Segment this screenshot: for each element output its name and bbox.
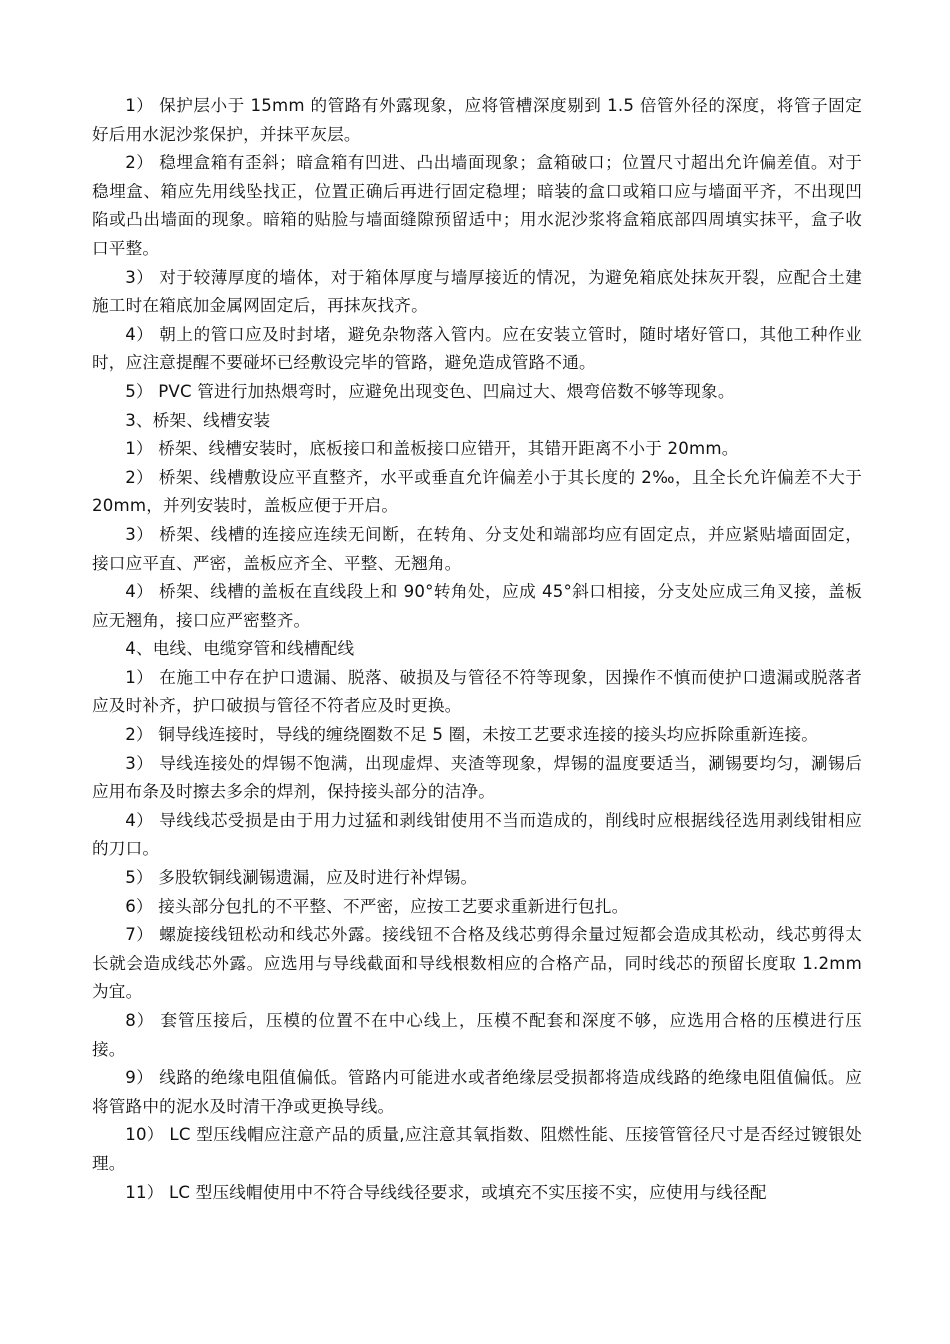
paragraph-protective-layer: 1） 保护层小于 15mm 的管路有外露现象，应将管槽深度剔到 1.5 倍管外径的深度，将管子固定好后用水泥沙浆保护，并抹平灰层。 — [92, 96, 862, 144]
paragraph-crimping: 8） 套管压接后，压模的位置不在中心线上，压模不配套和深度不够，应选用合格的压模进行压接。 — [92, 1011, 862, 1059]
paragraph-wrapping: 6） 接头部分包扎的不平整、不严密，应按工艺要求重新进行包扎。 — [125, 896, 629, 916]
paragraph-box-installation: 2） 稳埋盒箱有歪斜；暗盒箱有凹进、凸出墙面现象；盒箱破口；位置尺寸超出允许偏差值。对于稳埋盒、箱应先用线坠找正，位置正确后再进行固定稳埋；暗装的盒口或箱口应与墙面平齐，不出现凹陷或凸出墙面的现象。暗箱的贴脸与墙面缝隙预留适中；用水泥沙浆将盒箱底部四周填实抹平，盒子收口平整。 — [92, 153, 862, 258]
paragraph-lc-cap-usage: 11） LC 型压线帽使用中不符合导线线径要求，或填充不实压接不实，应使用与线径配 — [125, 1182, 767, 1202]
section-heading-tray-installation: 3、桥架、线槽安装 — [125, 410, 271, 430]
paragraph-tinning-omission: 5） 多股软铜线涮锡遗漏，应及时进行补焊锡。 — [125, 868, 478, 888]
paragraph-copper-connection: 2） 铜导线连接时，导线的缠绕圈数不足 5 圈，未按工艺要求连接的接头均应拆除重新连接。 — [125, 725, 819, 745]
paragraph-pvc-bending: 5） PVC 管进行加热煨弯时，应避免出现变色、凹扁过大、煨弯倍数不够等现象。 — [125, 381, 735, 401]
paragraph-pipe-opening: 4） 朝上的管口应及时封堵，避免杂物落入管内。应在安装立管时，随时堵好管口，其他工种作业时，应注意提醒不要碰坏已经敷设完毕的管路，避免造成管路不通。 — [92, 324, 862, 373]
paragraph-soldering: 3） 导线连接处的焊锡不饱满，出现虚焊、夹渣等现象，焊锡的温度要适当，涮锡要均匀，涮锡后应用布条及时擦去多余的焊剂，保持接头部分的洁净。 — [92, 753, 862, 802]
paragraph-lc-cap-quality: 10） LC 型压线帽应注意产品的质量,应注意其氧指数、阻燃性能、压接管管径尺寸是否经过镀银处理。 — [92, 1125, 862, 1173]
document-body — [92, 92, 862, 1207]
paragraph-wire-nut: 7） 螺旋接线钮松动和线芯外露。接线钮不合格及线芯剪得余量过短都会造成其松动，线芯剪得太长就会造成线芯外露。应选用与导线截面和导线根数相应的合格产品，同时线芯的预留长度取 1.2mm 为宜。 — [92, 925, 862, 1002]
paragraph-tray-alignment: 2） 桥架、线槽敷设应平直整齐，水平或垂直允许偏差小于其长度的 2‰，且全长允许偏差不大于 20mm，并列安装时，盖板应便于开启。 — [92, 467, 862, 516]
paragraph-tray-connection: 3） 桥架、线槽的连接应连续无间断，在转角、分支处和端部均应有固定点，并应紧贴墙面固定，接口应平直、严密，盖板应齐全、平整、无翘角。 — [92, 524, 862, 573]
paragraph-thin-wall: 3） 对于较薄厚度的墙体，对于箱体厚度与墙厚接近的情况，为避免箱底处抹灰开裂，应配合土建施工时在箱底加金属网固定后，再抹灰找齐。 — [92, 267, 862, 316]
section-heading-cable-wiring: 4、电线、电缆穿管和线槽配线 — [125, 639, 355, 659]
paragraph-tray-joint: 1） 桥架、线槽安装时，底板接口和盖板接口应错开，其错开距离不小于 20mm。 — [125, 439, 739, 459]
paragraph-conductor-damage: 4） 导线线芯受损是由于用力过猛和剥线钳使用不当而造成的，削线时应根据线径选用剥线钳相应的刀口。 — [92, 810, 862, 859]
paragraph-bushing: 1） 在施工中存在护口遗漏、脱落、破损及与管径不符等现象，因操作不慎而使护口遗漏或脱落者应及时补齐，护口破损与管径不符者应及时更换。 — [92, 667, 862, 716]
paragraph-tray-cover: 4） 桥架、线槽的盖板在直线段上和 90°转角处，应成 45°斜口相接，分支处应成三角叉接，盖板应无翘角，接口应严密整齐。 — [92, 582, 862, 630]
paragraph-insulation-resistance: 9） 线路的绝缘电阻值偏低。管路内可能进水或者绝缘层受损都将造成线路的绝缘电阻值偏低。应将管路中的泥水及时清干净或更换导线。 — [92, 1068, 862, 1116]
